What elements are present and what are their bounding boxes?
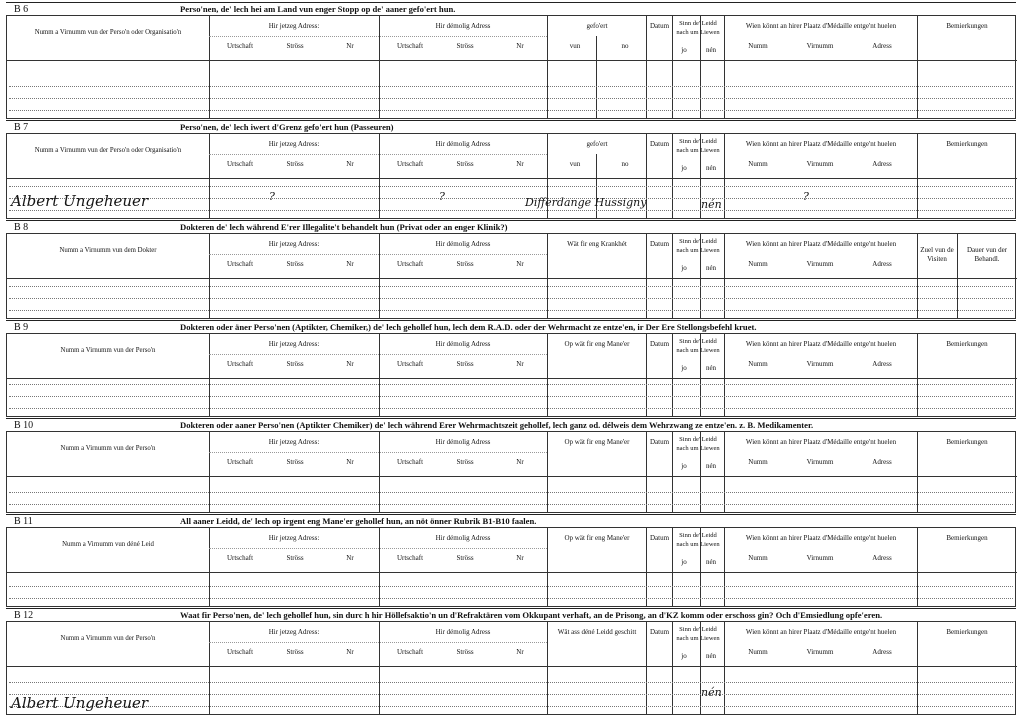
remarks-header: Bemierkungen	[946, 22, 988, 30]
alive-header: Sinn de' Leidd nach um Liewen	[676, 138, 720, 154]
datum-header: Datum	[649, 438, 670, 446]
remarks-header: Bemierkungen	[946, 140, 988, 148]
entry-line	[9, 408, 1013, 409]
subheader-rule	[209, 36, 547, 37]
former-address-2: Nr	[516, 360, 524, 368]
former-address-1: Ströss	[456, 160, 474, 168]
datum-header: Datum	[649, 22, 670, 30]
header-rule	[7, 666, 1017, 667]
remarks-header: Bemierkungen	[946, 438, 988, 446]
alive-no: nén	[705, 652, 717, 660]
section-table	[6, 233, 1016, 319]
header-rule	[7, 178, 1017, 179]
former-address-0: Urtschaft	[396, 554, 424, 562]
former-address-1: Ströss	[456, 554, 474, 562]
section-title: Waat fir Perso'nen, de' lech gehollef hun, sin durc h hir Höllefsaktio'n un d'Refraktären vom Okkupant verhaft, an de Prisong, an d'KZ komm oder erschoss gin? Och d'Emsiedlung opfe'eren.	[180, 610, 883, 620]
current-address-1: Ströss	[286, 360, 304, 368]
former-address-2: Nr	[516, 160, 524, 168]
column-divider	[724, 432, 725, 512]
entry-line	[9, 598, 1013, 599]
entry-line	[9, 706, 1013, 707]
current-address-header: Hir jetzeg Adress:	[268, 140, 320, 148]
section-b11	[6, 514, 1016, 607]
current-address-1: Ströss	[286, 160, 304, 168]
section-title: All aaner Leidd, de' lech op irgent eng Mane'er gehollef hun, an nöt önner Rubrik B1-B10 faalen.	[180, 516, 537, 526]
former-address-1: Ströss	[456, 360, 474, 368]
former-address-header: Hir démolig Adress	[435, 438, 491, 446]
current-address-0: Urtschaft	[226, 160, 254, 168]
column-divider	[547, 432, 548, 512]
mid-column-header: gefo'ert	[586, 140, 608, 148]
current-address-1: Ströss	[286, 42, 304, 50]
name-column-header: Numm a Virnumm vun der Perso'n	[60, 347, 156, 354]
current-address-1: Ströss	[286, 554, 304, 562]
current-address-header: Hir jetzeg Adress:	[268, 340, 320, 348]
column-divider	[917, 134, 918, 218]
mid-column-header: gefo'ert	[586, 22, 608, 30]
former-address-0: Urtschaft	[396, 360, 424, 368]
alive-header: Sinn de' Leidd nach um Liewen	[676, 338, 720, 354]
column-divider	[724, 234, 725, 318]
current-address-1: Ströss	[286, 648, 304, 656]
remarks-header: Bemierkungen	[946, 534, 988, 542]
alive-no: nén	[705, 164, 717, 172]
medal-sub-2: Adress	[872, 42, 892, 50]
mid-column-header: Op wät fir eng Mane'er	[564, 534, 630, 542]
current-address-0: Urtschaft	[226, 260, 254, 268]
medal-sub-0: Numm	[748, 160, 768, 168]
column-divider	[724, 528, 725, 606]
alive-header: Sinn de' Leidd nach um Liewen	[676, 532, 720, 548]
column-divider	[646, 16, 647, 118]
medal-sub-0: Numm	[748, 260, 768, 268]
column-divider	[724, 16, 725, 118]
duration-header: Dauer vun der Behandl.	[966, 246, 1008, 263]
subheader-rule	[209, 254, 547, 255]
section-title: Dokteren oder aaner Perso'nen (Aptikter Chemiker) de' lech während Erer Wehrmachtszeit gehollef, lech ganz od. délweis dem Wehrzwang ze entze'en. z. B. Medikamenter.	[180, 420, 814, 430]
medal-sub-1: Virnumm	[806, 554, 834, 562]
medal-sub-2: Adress	[872, 260, 892, 268]
current-address-0: Urtschaft	[226, 554, 254, 562]
section-b8	[6, 220, 1016, 319]
header-rule	[7, 278, 1017, 279]
section-b12	[6, 608, 1016, 715]
section-title: Perso'nen, de' lech hei am Land vun enger Stopp op de' aaner gefo'ert hun.	[180, 4, 456, 14]
name-column-header: Numm a Virnumm vun der Perso'n	[60, 445, 156, 452]
section-code: B 11	[14, 516, 33, 527]
current-address-0: Urtschaft	[226, 360, 254, 368]
handwritten-current-address: ?	[269, 190, 275, 203]
section-code: B 7	[14, 122, 29, 133]
current-address-2: Nr	[346, 42, 354, 50]
former-address-2: Nr	[516, 458, 524, 466]
datum-header: Datum	[649, 140, 670, 148]
subheader-rule	[209, 154, 547, 155]
section-code: B 12	[14, 610, 34, 621]
mid-sub-1: no	[621, 160, 629, 168]
column-divider	[917, 528, 918, 606]
column-divider	[724, 134, 725, 218]
entry-line	[9, 384, 1013, 385]
alive-no: nén	[705, 46, 717, 54]
name-column-header: Numm a Virnumm vun der Perso'n oder Organisatio'n	[34, 29, 182, 36]
handwritten-alive-status: nén	[701, 198, 722, 211]
alive-yes: jo	[681, 652, 687, 660]
alive-header: Sinn de' Leidd nach um Liewen	[676, 20, 720, 36]
mid-sub-0: vun	[569, 160, 581, 168]
medal-sub-2: Adress	[872, 554, 892, 562]
medal-sub-1: Virnumm	[806, 648, 834, 656]
current-address-2: Nr	[346, 160, 354, 168]
column-divider	[547, 622, 548, 714]
column-divider	[547, 334, 548, 416]
header-rule	[7, 378, 1017, 379]
current-address-2: Nr	[346, 260, 354, 268]
entry-line	[9, 586, 1013, 587]
section-table	[6, 333, 1016, 417]
former-address-1: Ströss	[456, 458, 474, 466]
current-address-0: Urtschaft	[226, 648, 254, 656]
medal-sub-1: Virnumm	[806, 360, 834, 368]
section-code: B 8	[14, 222, 29, 233]
former-address-1: Ströss	[456, 42, 474, 50]
current-address-1: Ströss	[286, 260, 304, 268]
medal-sub-2: Adress	[872, 360, 892, 368]
entry-line	[9, 396, 1013, 397]
former-address-0: Urtschaft	[396, 42, 424, 50]
entry-line	[9, 298, 1013, 299]
entry-line	[9, 682, 1013, 683]
medal-header: Wien könnt an hirer Plaatz d'Médaille entge'nt huelen	[745, 22, 897, 30]
section-table	[6, 527, 1016, 607]
alive-yes: jo	[681, 46, 687, 54]
section-title: Perso'nen, de' lech iwert d'Grenz gefo'ert hun (Passeuren)	[180, 122, 394, 132]
subheader-rule	[209, 548, 547, 549]
alive-no: nén	[705, 364, 717, 372]
current-address-header: Hir jetzeg Adress:	[268, 22, 320, 30]
former-address-header: Hir démolig Adress	[435, 140, 491, 148]
former-address-1: Ströss	[456, 260, 474, 268]
datum-header: Datum	[649, 534, 670, 542]
medal-sub-0: Numm	[748, 360, 768, 368]
current-address-0: Urtschaft	[226, 458, 254, 466]
header-rule	[7, 60, 1017, 61]
medal-header: Wien könnt an hirer Plaatz d'Médaille entge'nt huelen	[745, 340, 897, 348]
entry-line	[9, 492, 1013, 493]
mid-sub-1: no	[621, 42, 629, 50]
header-rule	[7, 572, 1017, 573]
alive-yes: jo	[681, 462, 687, 470]
former-address-header: Hir démolig Adress	[435, 240, 491, 248]
alive-yes: jo	[681, 558, 687, 566]
subheader-rule	[209, 642, 547, 643]
section-table	[6, 15, 1016, 119]
mid-sub-0: vun	[569, 42, 581, 50]
current-address-2: Nr	[346, 554, 354, 562]
current-address-1: Ströss	[286, 458, 304, 466]
former-address-0: Urtschaft	[396, 648, 424, 656]
former-address-header: Hir démolig Adress	[435, 534, 491, 542]
medal-sub-0: Numm	[748, 42, 768, 50]
former-address-2: Nr	[516, 260, 524, 268]
alive-yes: jo	[681, 264, 687, 272]
medal-header: Wien könnt an hirer Plaatz d'Médaille entge'nt huelen	[745, 240, 897, 248]
column-divider	[547, 528, 548, 606]
entry-line	[9, 110, 1013, 111]
alive-header: Sinn de' Leidd nach um Liewen	[676, 626, 720, 642]
former-address-1: Ströss	[456, 648, 474, 656]
former-address-header: Hir démolig Adress	[435, 22, 491, 30]
medal-header: Wien könnt an hirer Plaatz d'Médaille entge'nt huelen	[745, 140, 897, 148]
current-address-0: Urtschaft	[226, 42, 254, 50]
column-divider	[917, 334, 918, 416]
column-divider	[547, 16, 548, 118]
current-address-header: Hir jetzeg Adress:	[268, 534, 320, 542]
mid-column-header: Wät fir eng Krankhét	[567, 240, 627, 248]
name-column-header: Numm a Virnumm vun déné Leid	[62, 541, 154, 548]
current-address-2: Nr	[346, 458, 354, 466]
medal-sub-2: Adress	[872, 458, 892, 466]
mid-divider	[596, 36, 597, 118]
medal-header: Wien könnt an hirer Plaatz d'Médaille entge'nt huelen	[745, 628, 897, 636]
section-title: Dokteren de' lech während E'rer Illegalite't behandelt hun (Privat oder an enger Klinik?)	[180, 222, 508, 232]
column-divider	[209, 16, 210, 118]
current-address-2: Nr	[346, 360, 354, 368]
alive-no: nén	[705, 558, 717, 566]
name-column-header: Numm a Virnumm vun dem Dokter	[59, 247, 157, 254]
former-address-0: Urtschaft	[396, 260, 424, 268]
handwritten-medal-address: ?	[803, 190, 809, 203]
medal-sub-0: Numm	[748, 458, 768, 466]
alive-header: Sinn de' Leidd nach um Liewen	[676, 436, 720, 452]
name-column-header: Numm a Virnumm vun der Perso'n oder Organisatio'n	[34, 147, 182, 154]
entry-line	[9, 286, 1013, 287]
section-code: B 10	[14, 420, 34, 431]
column-divider	[379, 16, 380, 118]
section-code: B 6	[14, 4, 29, 15]
column-divider	[917, 16, 918, 118]
section-b6	[6, 2, 1016, 119]
handwritten-former-address: ?	[439, 190, 445, 203]
entry-line	[9, 504, 1013, 505]
former-address-header: Hir démolig Adress	[435, 340, 491, 348]
remarks-header: Bemierkungen	[946, 628, 988, 636]
entry-line	[9, 86, 1013, 87]
former-address-2: Nr	[516, 648, 524, 656]
medal-sub-1: Virnumm	[806, 42, 834, 50]
medal-header: Wien könnt an hirer Plaatz d'Médaille entge'nt huelen	[745, 438, 897, 446]
handwritten-name: Albert Ungeheuer	[11, 192, 149, 210]
medal-sub-0: Numm	[748, 554, 768, 562]
column-divider	[917, 432, 918, 512]
current-address-2: Nr	[346, 648, 354, 656]
datum-header: Datum	[649, 340, 670, 348]
column-divider	[917, 622, 918, 714]
section-b10	[6, 418, 1016, 513]
column-divider	[547, 234, 548, 318]
remarks-header: Bemierkungen	[946, 340, 988, 348]
alive-header: Sinn de' Leidd nach um Liewen	[676, 238, 720, 254]
medal-sub-1: Virnumm	[806, 458, 834, 466]
entry-line	[9, 98, 1013, 99]
alive-no: nén	[705, 462, 717, 470]
alive-yes: jo	[681, 364, 687, 372]
medal-sub-1: Virnumm	[806, 260, 834, 268]
section-title: Dokteren oder äner Perso'nen (Aptikter, Chemiker,) de' lech gehollef hun, lech dem R.A.D. oder der Wehrmacht ze entze'en, ir Der Ere Stellongsbefehl kruet.	[180, 322, 757, 332]
alive-no: nén	[705, 264, 717, 272]
medal-sub-1: Virnumm	[806, 160, 834, 168]
medal-sub-2: Adress	[872, 648, 892, 656]
section-table	[6, 431, 1016, 513]
datum-header: Datum	[649, 628, 670, 636]
section-code: B 9	[14, 322, 29, 333]
entry-line	[9, 694, 1013, 695]
medal-sub-2: Adress	[872, 160, 892, 168]
section-table	[6, 621, 1016, 715]
medal-header: Wien könnt an hirer Plaatz d'Médaille entge'nt huelen	[745, 534, 897, 542]
medal-sub-0: Numm	[748, 648, 768, 656]
mid-column-header: Op wät fir eng Mane'er	[564, 340, 630, 348]
former-address-2: Nr	[516, 42, 524, 50]
former-address-0: Urtschaft	[396, 160, 424, 168]
name-column-header: Numm a Virnumm vun der Perso'n	[60, 635, 156, 642]
alive-yes: jo	[681, 164, 687, 172]
handwritten-route: Differdange Hussigny	[525, 196, 647, 209]
column-divider	[724, 334, 725, 416]
section-b7	[6, 120, 1016, 219]
current-address-header: Hir jetzeg Adress:	[268, 240, 320, 248]
current-address-header: Hir jetzeg Adress:	[268, 438, 320, 446]
mid-column-header: Wät ass déné Leidd geschitt	[557, 628, 637, 636]
section-b9	[6, 320, 1016, 417]
current-address-header: Hir jetzeg Adress:	[268, 628, 320, 636]
header-rule	[7, 476, 1017, 477]
column-divider	[724, 622, 725, 714]
entry-line	[9, 198, 1013, 199]
entry-line	[9, 310, 1013, 311]
visits-header: Zuel vun de Visiten	[920, 246, 954, 263]
handwritten-alive-status: nén	[701, 686, 722, 699]
subheader-rule	[209, 354, 547, 355]
former-address-2: Nr	[516, 554, 524, 562]
mid-column-header: Op wät fir eng Mane'er	[564, 438, 630, 446]
datum-header: Datum	[649, 240, 670, 248]
entry-line	[9, 186, 1013, 187]
entry-line	[9, 210, 1013, 211]
former-address-header: Hir démolig Adress	[435, 628, 491, 636]
handwritten-name: Albert Ungeheuer	[11, 694, 149, 712]
section-table	[6, 133, 1016, 219]
subheader-rule	[209, 452, 547, 453]
former-address-0: Urtschaft	[396, 458, 424, 466]
